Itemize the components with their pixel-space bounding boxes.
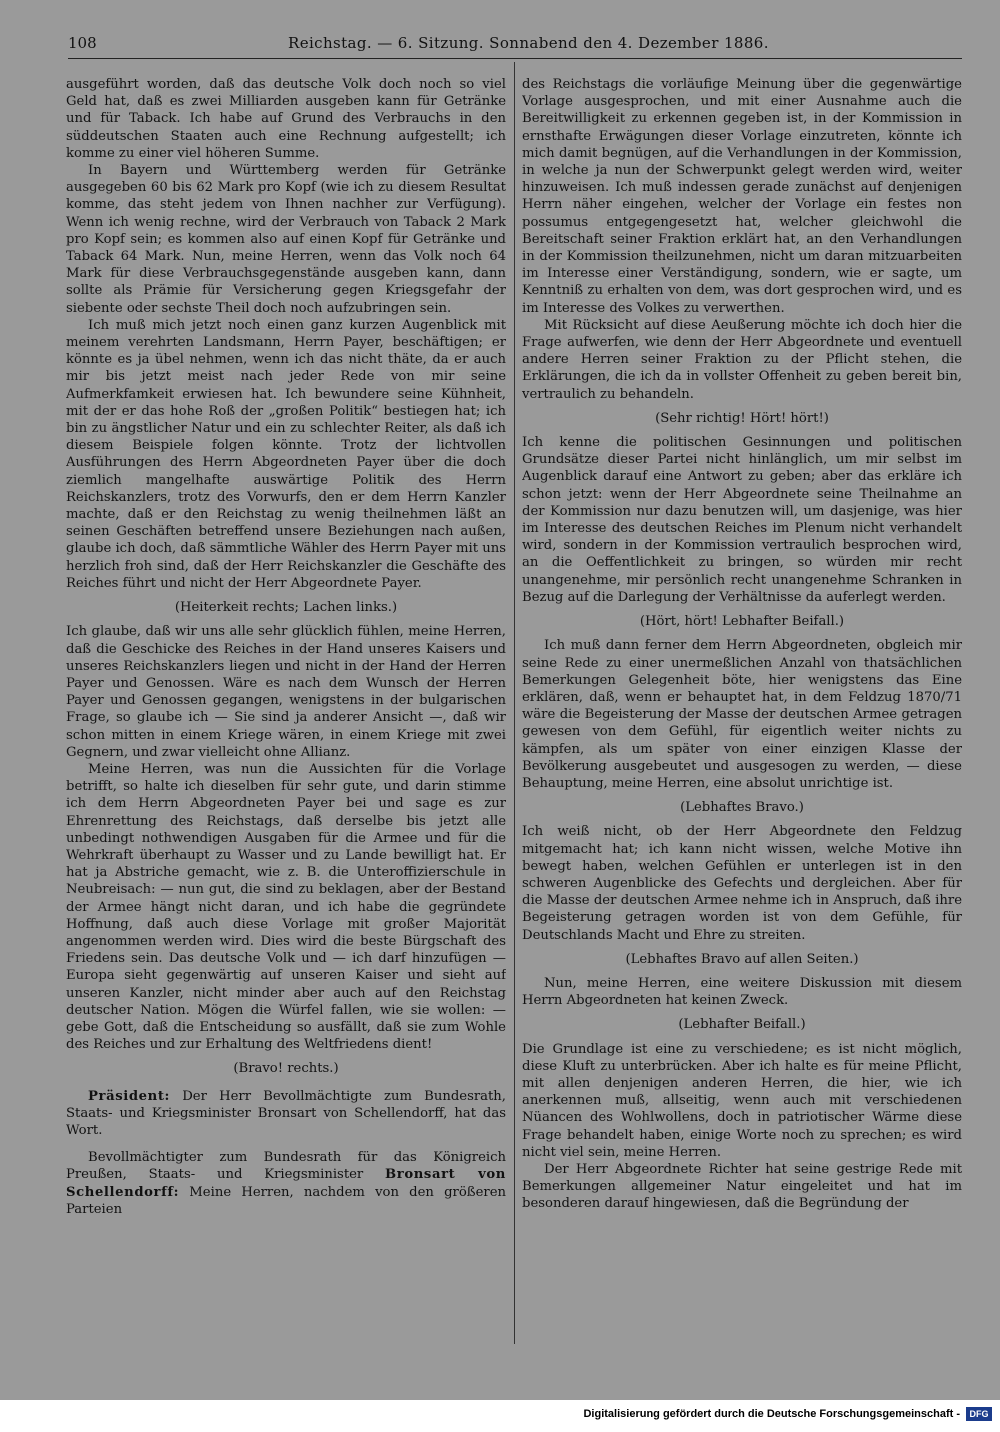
paragraph: In Bayern und Württemberg werden für Getränke ausgegeben 60 bis 62 Mark pro Kopf (wie ich zu diesem Resultat komme, das steht jedem von Ihnen nachher zur Verfügung). Wenn ich wenig rechne, wird der Verbrauch von Taback 2 Mark pro Kopf sein; es kommen also auf einen Kopf für Getränke und Taback 64 Mark. Nun, meine Herren, wenn das Volk noch 64 Mark für diese Verbrauchsgegenstände ausgeben kann, dann sollte als Prämie für Versicherung gegen Kriegsgefahr der siebente oder sechste Theil doch noch aufzubringen sein. xyxy=(66,163,506,316)
speech-text: Der Herr Bevollmächtigte zum Bundesrath, Staats- und Kriegsminister Bronsart von Schellendorff, hat das Wort. xyxy=(66,1088,506,1138)
speaker-title: Bevollmächtigter zum Bundesrath für das Königreich Preußen, Staats- und Kriegsminister xyxy=(66,1150,506,1183)
footer-bar xyxy=(0,1400,1000,1432)
paragraph: Der Herr Abgeordnete Richter hat seine gestrige Rede mit Bemerkungen allgemeiner Natur eingeleitet und hat im besonderen darauf hingewiesen, daß die Begründung der xyxy=(522,1161,962,1212)
stage-direction: (Lebhaftes Bravo.) xyxy=(680,800,804,816)
stage-direction: (Sehr richtig! Hört! hört!) xyxy=(655,410,829,426)
column-divider xyxy=(514,62,515,1344)
speaker-paragraph xyxy=(66,1149,506,1218)
stage-direction: (Heiterkeit rechts; Lachen links.) xyxy=(174,600,398,616)
speaker-paragraph xyxy=(66,1088,506,1140)
dfg-logo-icon: DFG xyxy=(966,1407,992,1421)
paragraph: Ich kenne die politischen Gesinnungen und politischen Grundsätze dieser Partei nicht hinlänglich, um mir selbst im Augenblick darauf eine Antwort zu geben; aber das erkläre ich schon jetzt: wenn der Herr Abgeordnete seine Theilnahme an der Kommission nur dazu benutzen will, um dasjenige, was hier im Interesse des deutschen Reiches im Plenum nicht verhandelt wird, sondern in der Kommission vertraulich besprochen wird, an die Oeffentlichkeit zu bringen, so würden mir recht unangenehme, mir persönlich recht unangenehme Schranken in Bezug auf die Darlegung der Verhältnisse da auferlegt werden. xyxy=(522,435,962,605)
header-rule xyxy=(68,58,962,59)
speaker-name: Präsident: xyxy=(88,1088,171,1104)
paragraph: ausgeführt worden, daß das deutsche Volk doch noch so viel Geld hat, daß es zwei Milliarden ausgeben kann für Getränke und für Taback. Ich habe auf Grund des Verbrauchs in den süddeutschen Staaten auch eine Rechnung aufgestellt; ich komme zu einer viel höheren Summe. xyxy=(66,77,506,161)
paragraph: Nun, meine Herren, eine weitere Diskussion mit diesem Herrn Abgeordneten hat keinen Zweck. xyxy=(522,975,962,1009)
speaker-name: Bronsart von Schellendorff: xyxy=(66,1167,506,1200)
left-column xyxy=(66,76,506,1336)
speech-text: Meine Herren, nachdem von den größeren Parteien xyxy=(66,1184,506,1217)
stage-direction: (Bravo! rechts.) xyxy=(233,1061,339,1077)
paragraph: Die Grundlage ist eine zu verschiedene; es ist nicht möglich, diese Kluft zu unterbrücken. Aber ich halte es für meine Pflicht, mit allen denjenigen anderen Herren, die hier, wie ich anerkennen muß, allseitig, wenn auch mit verschiedenen Nüancen des Wohlwollens, doch in patriotischer Wärme diese Frage behandelt haben, einige Worte noch zu sprechen; es wird nicht viel sein, meine Herren. xyxy=(522,1041,962,1160)
paragraph: Mit Rücksicht auf diese Aeußerung möchte ich doch hier die Frage aufwerfen, wie denn der Herr Abgeordnete und eventuell andere Herren seiner Fraktion zu der Pflicht stehen, die Erklärungen, die ich da in vollster Offenheit zu geben bereit bin, vertraulich zu behandeln. xyxy=(522,317,962,402)
stage-direction: (Hört, hört! Lebhafter Beifall.) xyxy=(639,614,845,630)
running-head: Reichstag. — 6. Sitzung. Sonnabend den 4. Dezember 1886. xyxy=(288,34,769,52)
paragraph: Meine Herren, was nun die Aussichten für die Vorlage betrifft, so halte ich dieselben für sehr gute, und darin stimme ich dem Herrn Abgeordneten Payer bei und sage es zur Ehrenrettung des Reichstags, daß derselbe bis jetzt alle unbedingt nothwendigen Ausgaben für die Armee und für die Wehrkraft überhaupt zu Wasser und zu Lande bewilligt hat. Er hat ja Abstriche gemacht, wie z. B. die Unteroffizierschule in Neubreisach: — nun gut, die sind zu beklagen, aber der Bestand der Armee hängt nicht daran, und ich habe die gegründete Hoffnung, daß auch diese Vorlage mit großer Majorität angenommen werden wird. Dies wird die beste Bürgschaft des Friedens sein. Das deutsche Volk und — ich darf hinzufügen — Europa sieht gegenwärtig auf unseren Kaiser und sieht auf unseren Kanzler, nicht minder aber auch auf den Reichstag deutscher Nation. Mögen die Würfel fallen, wie sie wollen: — gebe Gott, daß die Entscheidung so ausfällt, daß sie zum Wohle des Reiches und zur Erhaltung des Weltfriedens dient! xyxy=(66,761,506,1053)
stage-direction: (Lebhaftes Bravo auf allen Seiten.) xyxy=(625,951,859,967)
paragraph: Ich glaube, daß wir uns alle sehr glücklich fühlen, meine Herren, daß die Geschicke des Reiches in der Hand unseres Kaisers und unseres Reichskanzlers liegen und nicht in der Hand der Herren Payer und Genossen. Wäre es nach dem Wunsch der Herren Payer und Genossen gegangen, wenigstens in der bulgarischen Frage, so glaube ich — Sie sind ja anderer Ansicht —, daß wir schon mitten in einem Kriege wären, in einem Kriege mit zwei Gegnern, und zwar vielleicht ohne Allianz. xyxy=(66,624,506,760)
page-header xyxy=(68,32,976,54)
right-column xyxy=(522,76,962,1336)
stage-direction: (Lebhafter Beifall.) xyxy=(678,1017,806,1033)
paragraph: Ich muß mich jetzt noch einen ganz kurzen Augenblick mit meinem verehrten Landsmann, Herrn Payer, beschäftigen; er könnte es ja übel nehmen, wenn ich das nicht thäte, da er auch mir bis jetzt meist nach jeder Rede von mir seine Aufmerkfamkeit erwiesen hat. Ich bewundere seine Kühnheit, mit der er das hohe Roß der „großen Politik“ bestiegen hat; ich bin zu ängstlicher Natur und ein zu schlechter Reiter, als daß ich diesem Beispiele folgen könnte. Trotz der lichtvollen Ausführungen des Herrn Abgeordneten Payer über die doch ziemlich mangelhafte auswärtige Politik des Herrn Reichskanzlers, trotz des Vorwurfs, den er dem Herrn Kanzler machte, daß er den Reichstag zu wenig theilnehmen läßt an seinen Geschäften betreffend unsere Beziehungen nach außen, glaube ich doch, daß sämmtliche Wähler des Herrn Payer mit uns herzlich froh sind, daß der Herr Reichskanzler die Geschäfte des Reiches führt und nicht der Herr Abgeordnete Payer. xyxy=(66,317,506,591)
digitization-credit: Digitalisierung gefördert durch die Deutsche Forschungsgemeinschaft - xyxy=(583,1408,960,1420)
paragraph: des Reichstags die vorläufige Meinung über die gegenwärtige Vorlage ausgesprochen, und mit einer Ausnahme auch die Bereitwilligkeit zu erkennen gegeben ist, in der Kommission in ernsthafte Erwägungen dieser Vorlage einzutreten, könnte ich mich damit begnügen, auf die Verhandlungen in der Kommission, in welche ja nun der Schwerpunkt gelegt werden wird, weiter hinzuweisen. Ich muß indessen gerade zunächst auf denjenigen Herrn näher eingehen, welcher der Vorlage ein festes non possumus entgegengesetzt hat, welcher gleichwohl die Bereitschaft seiner Fraktion erklärt hat, an den Verhandlungen in der Kommission theilzunehmen, nicht um daran mitzuarbeiten im Interesse einer Verständigung, sondern, wie er sagte, um Kenntniß zu erhalten von dem, was dort gesprochen wird, und es im Interesse des Volkes zu verwerthen. xyxy=(522,77,962,316)
page-number: 108 xyxy=(68,34,97,52)
paragraph: Ich weiß nicht, ob der Herr Abgeordnete den Feldzug mitgemacht hat; ich kann nicht wissen, welche Motive ihn bewegt haben, welchen Gefühlen er unterlegen ist in den schweren Augenblicke des Gefechts und dergleichen. Aber für die Masse der deutschen Armee nehme ich in Anspruch, daß ihre Begeisterung getragen worden ist von dem Gefühle, für Deutschlands Macht und Ehre zu streiten. xyxy=(522,824,962,943)
paragraph: Ich muß dann ferner dem Herrn Abgeordneten, obgleich mir seine Rede zu einer unermeßlichen Anzahl von thatsächlichen Bemerkungen Gelegenheit böte, hier wenigstens das Eine erklären, daß, wenn er behauptet hat, in dem Feldzug 1870/71 wäre die Begeisterung der Masse der deutschen Armee getragen gewesen von dem Gefühl, für eigentlich weiter nichts zu kämpfen, als um später von einer einzigen Klasse der Bevölkerung ausgebeutet und ausgesogen zu werden, — diese Behauptung, meine Herren, eine absolut unrichtige ist. xyxy=(522,638,962,791)
